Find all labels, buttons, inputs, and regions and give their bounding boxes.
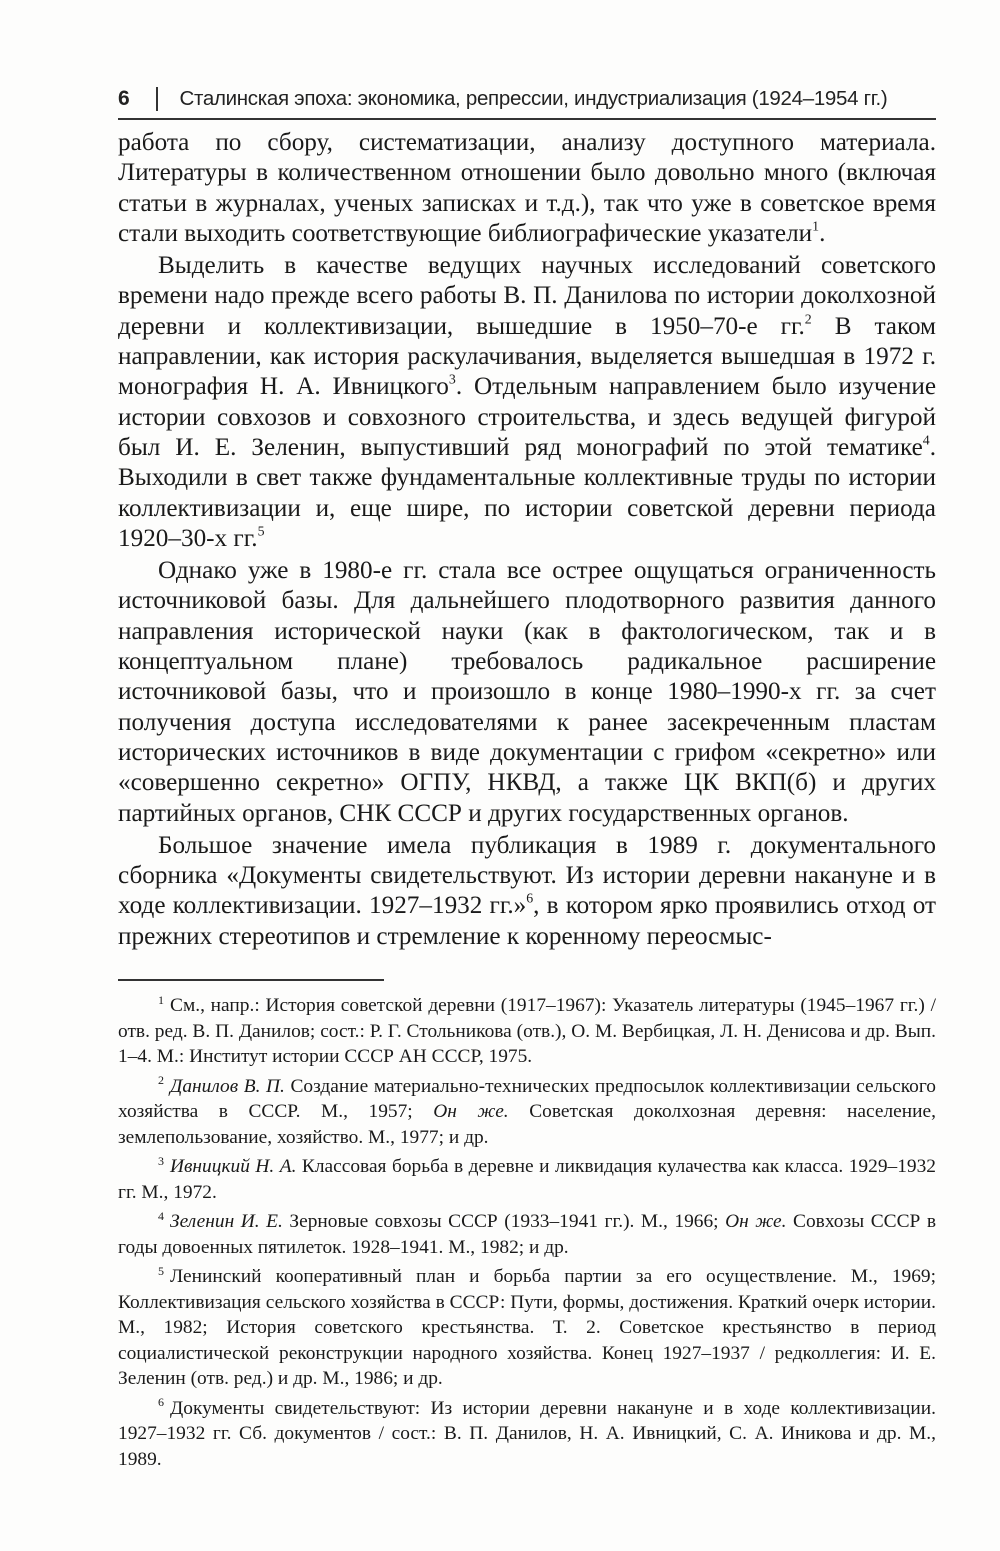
footnote-ibid: Он же. <box>433 1101 509 1122</box>
footnote-ref-6[interactable]: 6 <box>526 891 534 907</box>
footnote-1 <box>118 993 936 1070</box>
footnote-text: Создание материально-технических предпосылок коллективизации сельского хозяйства в СССР. М., 1957; <box>118 1075 937 1122</box>
footnote-number: 6 <box>158 1395 165 1410</box>
footnote-ref-5[interactable]: 5 <box>257 523 265 539</box>
paragraph-1 <box>118 128 936 249</box>
footnote-number: 5 <box>158 1263 165 1278</box>
footnote-text: Документы свидетельствуют: Из истории деревни накануне и в ходе коллективизации. 1927–1932 гг. Сб. документов / сост.: В. П. Данилов, Н. А. Ивницкий, С. А. Иникова и др. М., 1989. <box>118 1397 936 1470</box>
footnote-author: Зеленин И. Е. <box>170 1211 283 1232</box>
footnote-number: 2 <box>158 1073 165 1088</box>
footnotes <box>118 993 936 1476</box>
header-divider <box>156 87 158 111</box>
paragraph-4-part-a: Большое значение имела публикация в 1989 г. документального сборника «Документы свидетельствуют. Из истории деревни накануне и в ходе коллективизации. 1927–1932 гг.» <box>118 831 936 920</box>
footnote-5 <box>118 1264 936 1392</box>
header-rule <box>118 118 936 120</box>
footnote-number: 4 <box>158 1208 165 1223</box>
paragraph-3: Однако уже в 1980-е гг. стала все острее ощущаться ограниченность источниковой базы. Для дальнейшего плодотворного развития данного направления исторической науки (как в фактологическом, так и в концептуальном плане) требовалось радикальное расширение источниковой базы, что и произошло в конце 1980–1990-х гг. за счет получения доступа исследователями к ранее засекреченным пластам исторических источников в виде документации с грифом «секретно» или «совершенно секретно» ОГПУ, НКВД, а также ЦК ВКП(б) и других партийных органов, СНК СССР и других государственных органов. <box>118 557 936 827</box>
footnote-tail: Совхозы СССР в годы довоенных пятилеток. 1928–1941. М., 1982; и др. <box>118 1211 936 1258</box>
footnote-author: Ивницкий Н. А. <box>170 1156 297 1177</box>
running-title: Сталинская эпоха: экономика, репрессии, индустриализация (1924–1954 гг.) <box>179 87 888 110</box>
footnote-text: См., напр.: История советской деревни (1917–1967): Указатель литературы (1945–1967 гг.) / отв. ред. В. П. Данилов; сост.: Р. Г. Стольникова (отв.), О. М. Вербицкая, Л. Н. Денисова и др. Вып. 1–4. М.: Институт истории СССР АН СССР, 1975. <box>118 995 936 1067</box>
footnote-tail: Советская доколхозная деревня: население, землепользование, хозяйство. М., 1977; и др. <box>118 1101 936 1148</box>
paragraph-2-part-b: В таком направлении, как история раскулачивания, выделяется вышедшая в 1972 г. монография Н. А. Ивницкого <box>118 312 936 401</box>
running-head <box>118 84 936 114</box>
paragraph-4 <box>118 831 936 952</box>
paragraph-1-text: работа по сбору, систематизации, анализу доступного материала. Литературы в количественном отношении было довольно много (включая статьи в журналах, ученых записках и т.д.), так что уже в советское время стали выходить соответствующие библиографические указатели <box>118 129 936 247</box>
paragraph-2-part-c: . Отдельным направлением было изучение истории совхозов и совхозного строительства, и здесь ведущей фигурой был И. Е. Зеленин, выпустивший ряд монографий по этой тематике <box>118 373 936 461</box>
footnote-4 <box>118 1209 936 1260</box>
main-text <box>118 128 936 952</box>
footnote-3 <box>118 1154 936 1205</box>
paragraph-2 <box>118 251 936 554</box>
footnote-2 <box>118 1074 936 1151</box>
footnote-ref-2[interactable]: 2 <box>804 311 812 327</box>
footnote-separator <box>118 979 384 981</box>
paragraph-2-part-a: Выделить в качестве ведущих научных исследований советского времени надо прежде всего работы В. П. Данилова по истории доколхозной деревни и коллективизации, вышедшие в 1950–70-е гг. <box>118 252 936 340</box>
paragraph-2-part-d: . Выходили в свет также фундаментальные коллективные труды по истории коллективизации и, еще шире, по истории советской деревни периода 1920–30-х гг. <box>118 433 936 552</box>
footnote-ref-3[interactable]: 3 <box>448 371 456 387</box>
footnote-text: Ленинский кооперативный план и борьба партии за его осуществление. М., 1969; Коллективизация сельского хозяйства в СССР: Пути, формы, достижения. Краткий очерк истории. М., 1982; История советского крестьянства. Т. 2. Советское крестьянство в период социалистической реконструкции народного хозяйства. Конец 1927–1937 / редколлегия: И. Е. Зеленин (отв. ред.) и др. М., 1986; и др. <box>118 1266 936 1389</box>
footnote-text: Классовая борьба в деревне и ликвидация кулачества как класса. 1929–1932 гг. М., 1972. <box>118 1156 936 1203</box>
footnote-ref-4[interactable]: 4 <box>922 432 930 448</box>
footnote-text: Зерновые совхозы СССР (1933–1941 гг.). М., 1966; <box>282 1211 726 1232</box>
footnote-author: Данилов В. П. <box>170 1075 285 1097</box>
footnote-6 <box>118 1396 936 1473</box>
footnote-number: 3 <box>158 1153 165 1168</box>
page-number: 6 <box>118 87 130 110</box>
footnote-ref-1[interactable]: 1 <box>812 218 820 234</box>
footnote-number: 1 <box>158 992 165 1007</box>
paragraph-1-tail: . <box>819 219 826 247</box>
paragraph-4-part-b: , в котором ярко проявились отход от прежних стереотипов и стремление к коренному переосмыс- <box>118 892 936 950</box>
footnote-ibid: Он же. <box>725 1211 787 1232</box>
